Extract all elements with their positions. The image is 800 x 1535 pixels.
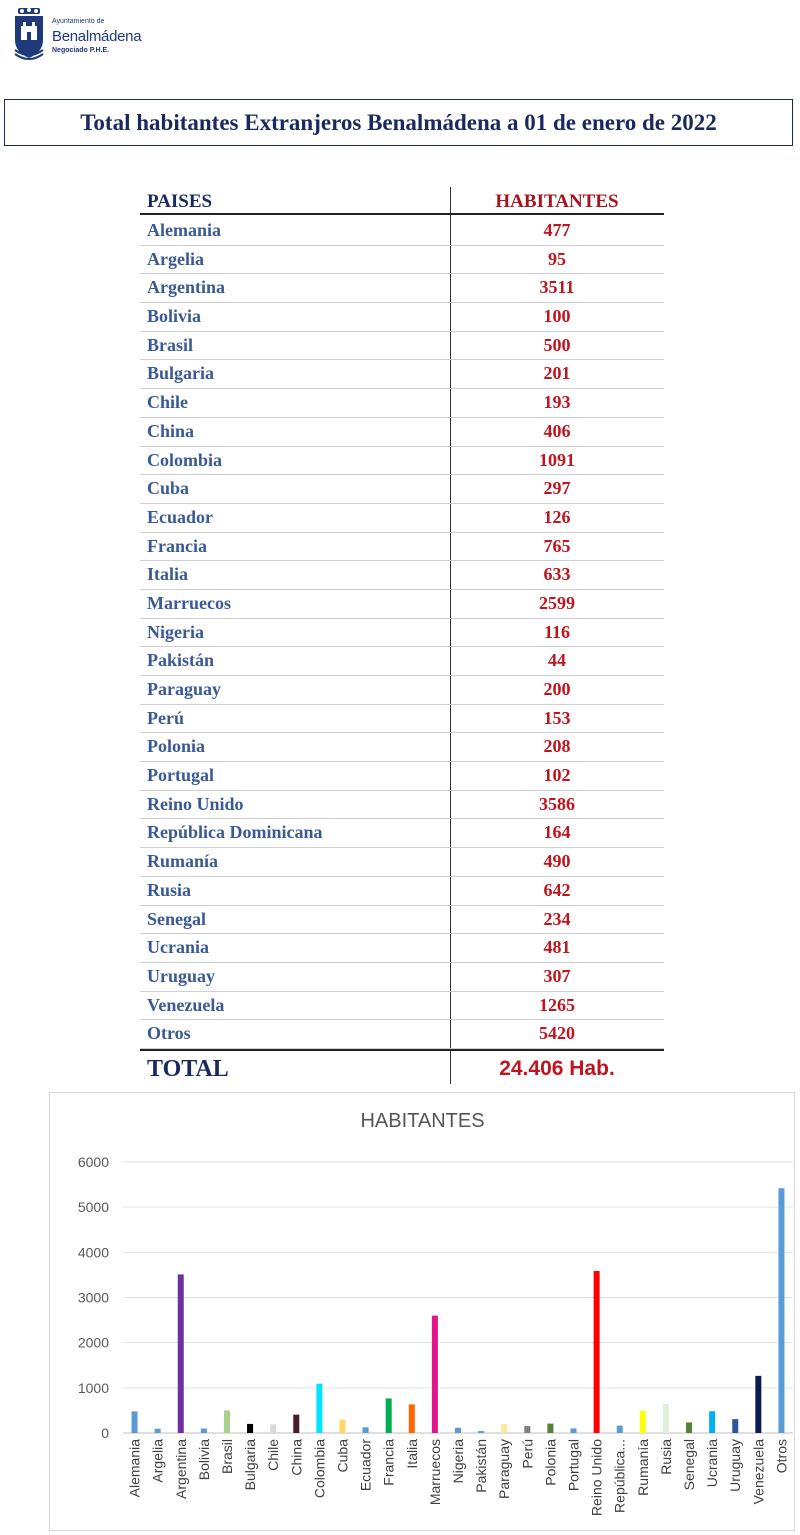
y-tick-label: 6000 [77,1154,109,1170]
x-tick-label: República... [611,1439,628,1513]
bar [501,1424,507,1433]
inhabitants-value: 500 [543,334,571,355]
inhabitants-value: 406 [543,420,571,441]
bar [178,1274,184,1433]
inhabitants-value: 297 [543,478,571,499]
country-name: Paraguay [147,679,221,699]
bar [247,1424,253,1433]
bar [363,1427,369,1433]
country-name: Perú [147,707,184,728]
inhabitants-value: 490 [543,851,571,872]
inhabitants-value: 5420 [539,1023,575,1044]
inhabitants-value: 201 [543,363,571,384]
country-name: Pakistán [147,650,215,671]
country-name: Bolivia [147,306,202,327]
x-tick-label: Argelia [149,1439,166,1483]
inhabitants-value: 765 [543,535,571,556]
bar [709,1411,715,1433]
inhabitants-value: 95 [548,248,566,269]
inhabitants-value: 1091 [539,449,575,470]
x-tick-label: Portugal [565,1439,582,1492]
bar [224,1410,230,1433]
inhabitants-value: 116 [543,621,570,642]
bar [316,1384,322,1433]
x-tick-label: Otros [773,1439,790,1474]
inhabitants-value: 642 [543,879,571,900]
x-tick-label: Pakistán [473,1439,490,1493]
x-tick-label: Argentina [172,1439,189,1499]
header-countries: PAISES [147,191,213,212]
bar [663,1404,669,1433]
total-label: TOTAL [147,1056,229,1082]
country-name: Reino Unido [147,793,244,814]
inhabitants-value: 3511 [539,277,575,298]
country-name: Otros [147,1023,191,1044]
inhabitants-value: 100 [543,306,571,327]
bar [571,1428,577,1433]
bar [478,1431,484,1433]
country-name: Polonia [147,736,206,757]
country-name: Uruguay [147,965,216,986]
header-inhabitants: HABITANTES [495,191,619,212]
bar [132,1411,138,1433]
x-tick-label: Venezuela [750,1439,767,1505]
y-tick-label: 2000 [77,1334,109,1351]
country-name: Alemania [147,220,221,240]
x-tick-label: Rusia [657,1439,674,1475]
country-name: Rumanía [147,851,219,872]
bar [201,1428,207,1433]
bar [594,1271,600,1433]
country-name: Argentina [147,277,225,298]
inhabitants-value: 193 [543,392,571,413]
country-name: Ecuador [147,506,214,527]
x-tick-label: Rumanía [634,1439,651,1496]
country-name: Ucrania [147,937,209,958]
bar [778,1188,784,1433]
x-tick-label: Uruguay [727,1439,744,1492]
inhabitants-value: 153 [543,707,571,728]
x-tick-label: Francia [380,1439,397,1486]
inhabitants-value: 44 [548,650,566,671]
x-tick-label: Reino Unido [588,1439,605,1517]
x-tick-label: Marruecos [426,1439,443,1506]
x-tick-label: Ecuador [357,1439,374,1492]
country-name: Francia [147,535,207,556]
country-name: Colombia [147,449,223,470]
country-name: Chile [147,392,189,413]
x-tick-label: China [288,1439,305,1476]
bar [640,1411,646,1433]
inhabitants-value: 164 [543,822,571,843]
bar [755,1376,761,1433]
inhabitants-value: 481 [543,937,571,958]
total-value: 24.406 Hab. [499,1057,615,1080]
inhabitants-value: 234 [543,908,571,929]
bar [455,1428,461,1433]
bar [432,1316,438,1433]
inhabitants-value: 633 [543,564,571,585]
x-tick-label: Alemania [126,1439,143,1498]
page-title: Total habitantes Extranjeros Benalmádena a 01 de enero de 2022 [80,109,717,135]
bar [293,1415,299,1433]
country-name: China [147,420,195,441]
country-name: Bulgaria [147,363,215,384]
country-name: Argelia [147,248,204,269]
y-tick-label: 5000 [77,1199,109,1216]
y-tick-label: 4000 [77,1244,109,1261]
x-tick-label: Brasil [218,1439,235,1475]
x-tick-label: Perú [519,1439,536,1469]
bar [547,1424,553,1433]
x-tick-label: Ucrania [704,1439,721,1488]
x-tick-label: Polonia [542,1439,559,1486]
country-name: Marruecos [147,592,231,613]
country-name: Brasil [147,334,194,355]
x-tick-label: Paraguay [496,1439,513,1499]
inhabitants-value: 102 [543,765,571,786]
country-name: Rusia [147,879,192,900]
x-tick-label: Bolivia [195,1439,212,1481]
bar [524,1426,530,1433]
chart-title: HABITANTES [360,1110,485,1132]
x-tick-label: Chile [265,1439,282,1471]
bar [155,1429,161,1433]
country-name: Portugal [147,765,214,786]
country-name: Nigeria [147,621,204,642]
x-tick-label: Cuba [334,1439,351,1473]
y-tick-label: 0 [101,1425,109,1441]
inhabitants-value: 208 [543,736,571,757]
x-tick-label: Nigeria [450,1439,466,1484]
inhabitants-value: 1265 [539,994,575,1015]
x-tick-label: Senegal [681,1439,698,1491]
bar [339,1420,345,1433]
logo-small-text: Ayuntamiento de [52,18,105,25]
bar [686,1422,692,1433]
bar [409,1404,415,1433]
logo-subtitle: Negociado P.H.E. [52,47,110,54]
bar [386,1398,392,1433]
country-name: Venezuela [147,994,225,1015]
country-name: República Dominicana [147,822,323,843]
inhabitants-value: 477 [543,220,571,240]
country-name: Italia [147,564,189,585]
logo-name: Benalmádena [52,28,142,45]
inhabitants-value: 200 [543,679,571,699]
x-tick-label: Italia [403,1439,420,1469]
inhabitants-value: 126 [543,506,571,527]
country-name: Cuba [147,478,190,499]
bar [732,1419,738,1433]
bar [270,1424,276,1433]
bar [617,1426,623,1433]
y-tick-label: 1000 [77,1379,109,1396]
y-tick-label: 3000 [77,1289,109,1306]
inhabitants-value: 2599 [539,592,575,613]
inhabitants-value: 3586 [539,793,575,814]
inhabitants-value: 307 [543,965,571,986]
x-tick-label: Bulgaria [242,1439,259,1491]
country-name: Senegal [147,908,207,929]
x-tick-label: Colombia [311,1439,328,1499]
